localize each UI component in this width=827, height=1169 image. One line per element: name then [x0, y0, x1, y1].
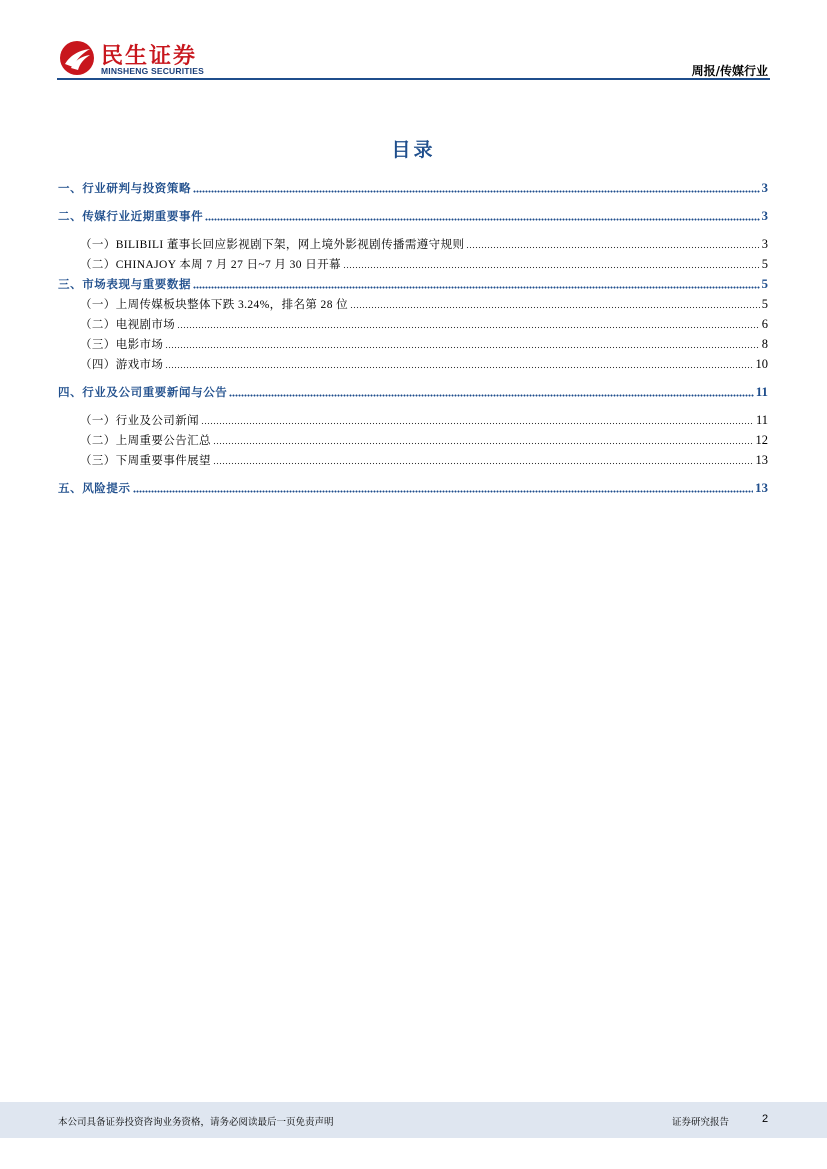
- toc-page-number: 5: [761, 297, 768, 311]
- footer-disclaimer: 本公司具备证券投资咨询业务资格，请务必阅读最后一页免责声明: [58, 1117, 334, 1128]
- toc-section-entry[interactable]: [58, 384, 768, 400]
- toc-page-number: 8: [761, 337, 768, 351]
- toc-subsection-entry[interactable]: [58, 432, 768, 448]
- toc-dot-leader: [177, 317, 760, 329]
- page-header: [57, 36, 770, 82]
- toc-entry-text: （二）CHINAJOY 本周 7 月 27 日~7 月 30 日开幕: [80, 259, 341, 271]
- toc-section-entry[interactable]: [58, 208, 768, 224]
- toc-page-number: 12: [755, 433, 768, 447]
- toc-section-entry[interactable]: [58, 180, 768, 196]
- toc-page-number: 3: [761, 208, 768, 223]
- toc-subsection-entry[interactable]: [58, 236, 768, 252]
- toc-entry-text: 三、市场表现与重要数据: [58, 277, 192, 291]
- toc-dot-leader: [165, 357, 753, 369]
- toc-dot-leader: [343, 257, 760, 269]
- toc-page-number: 13: [755, 453, 768, 467]
- toc-dot-leader: [201, 413, 754, 425]
- toc-subsection-entry[interactable]: [58, 336, 768, 352]
- toc-dot-leader: [466, 237, 759, 249]
- toc-dot-leader: [205, 209, 759, 221]
- toc-entry-text: 五、风险提示: [58, 481, 131, 495]
- page-footer: [0, 1102, 827, 1138]
- toc-entry-text: （三）下周重要事件展望: [80, 455, 211, 467]
- header-divider: [57, 78, 770, 80]
- toc-subsection-entry[interactable]: [58, 452, 768, 468]
- report-category: 周报/传媒行业: [691, 64, 768, 78]
- logo-wordmark-cn: 民生证券: [101, 44, 198, 69]
- toc-subsection-entry[interactable]: [58, 316, 768, 332]
- toc-dot-leader: [229, 385, 753, 397]
- toc-section-entry[interactable]: [58, 276, 768, 292]
- toc-entry-text: 四、行业及公司重要新闻与公告: [58, 385, 228, 399]
- footer-report-type: 证券研究报告: [672, 1117, 730, 1128]
- toc-page-number: 5: [761, 257, 768, 271]
- toc-entry-text: （一）BILIBILI 董事长回应影视剧下架，网上境外影视剧传播需遵守规则: [80, 239, 465, 251]
- toc-subsection-entry[interactable]: [58, 256, 768, 272]
- toc-page-number: 5: [761, 276, 768, 291]
- toc-entry-text: 二、传媒行业近期重要事件: [58, 209, 204, 223]
- toc-section-entry[interactable]: [58, 480, 768, 496]
- toc-page-number: 6: [761, 317, 768, 331]
- toc-dot-leader: [350, 297, 760, 309]
- toc-page-number: 11: [755, 384, 768, 399]
- toc-dot-leader: [193, 277, 759, 289]
- toc-page-number: 10: [755, 357, 768, 371]
- toc-title: 目录: [391, 139, 436, 161]
- toc-page-number: 13: [755, 480, 768, 495]
- toc-entry-text: （二）上周重要公告汇总: [80, 435, 211, 447]
- footer-page-number: 2: [762, 1113, 769, 1125]
- toc-entry-text: 一、行业研判与投资策略: [58, 181, 192, 195]
- toc-dot-leader: [165, 337, 759, 349]
- toc-dot-leader: [133, 481, 753, 493]
- toc-dot-leader: [213, 453, 754, 465]
- toc-entry-text: （一）上周传媒板块整体下跌 3.24%，排名第 28 位: [80, 299, 349, 311]
- toc-subsection-entry[interactable]: [58, 356, 768, 372]
- toc-entry-text: （四）游戏市场: [80, 359, 164, 371]
- toc-page-number: 3: [761, 180, 768, 195]
- minsheng-logo-icon: [59, 40, 95, 76]
- toc-page-number: 11: [755, 413, 768, 427]
- toc-dot-leader: [213, 433, 754, 445]
- toc-subsection-entry[interactable]: [58, 412, 768, 428]
- toc-entry-text: （三）电影市场: [80, 339, 164, 351]
- toc-entry-text: （二）电视剧市场: [80, 319, 176, 331]
- logo-wordmark-en: MINSHENG SECURITIES: [101, 66, 204, 76]
- toc-page-number: 3: [761, 237, 768, 251]
- toc-dot-leader: [193, 181, 759, 193]
- toc-subsection-entry[interactable]: [58, 296, 768, 312]
- toc-entry-text: （一）行业及公司新闻: [80, 415, 199, 427]
